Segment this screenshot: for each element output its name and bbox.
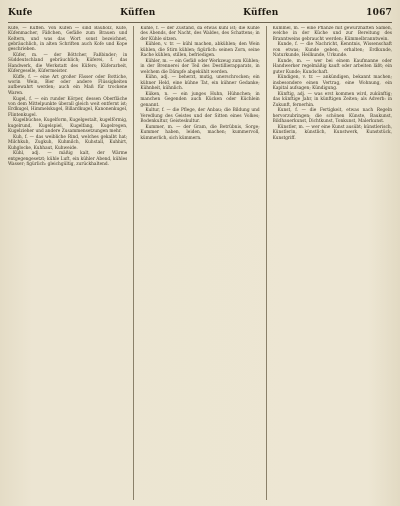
entry-paragraph: Küken, n. — ein junges Huhn, Hühnchen; in manchen Gegenden auch Kücken oder Küchlein genannt. (140, 91, 260, 108)
header-rule (8, 22, 392, 23)
running-head (8, 6, 392, 20)
head-left-word: Kufe (8, 8, 33, 18)
entry-paragraph: Kunst, f. — die Fertigkeit, etwas nach Regeln hervorzubringen; die schönen Künste, Baukunst, Bildhauerkunst, Dichtkunst, Tonkunst, Malerkunst. (272, 108, 392, 125)
entry-paragraph: Kultur, f. — die Pflege, der Anbau; die Bildung und Veredlung des Geistes und der Sitten eines Volkes; Bodenkultur, Geisteskultur. (140, 108, 260, 125)
entry-paragraph: Kuh, f. — das weibliche Rind, welches gekalbt hat; Milchkuh, Zugkuh, Kuhmilch, Kuhstall, Kuhhirt, Kuhglocke, Kuhhaut, Kuhweide. (8, 134, 128, 151)
entry-paragraph: Kugel, f. — ein runder Körper, dessen Oberfläche von dem Mittelpunkte überall gleich weit entfernt ist; Erdkugel, Himmelskugel, Billardkugel, Kanonenkugel, Flintenkugel. (8, 96, 128, 118)
head-center-right-word: Küffen (243, 8, 279, 18)
entry-paragraph: Kühle, f. — der Zustand, da etwas kühl ist; die Kühle des Abends, der Nacht, des Waldes, des Schattens; in der Kühle sitzen. (140, 26, 260, 42)
column-divider (266, 26, 267, 500)
column-1 (8, 26, 127, 500)
column-2 (140, 26, 259, 500)
column-divider (133, 26, 134, 500)
entry-paragraph: Kühler, m. — ein Gefäß oder Werkzeug zum Kühlen; in der Brennerei der Teil des Destillierapparats, in welchem die Dämpfe abgekühlt werden. (140, 58, 260, 75)
entry-paragraph: Kümmel, m. — eine Pflanze mit gewürzhaften Samen, welche in der Küche und zur Bereitung des Branntweins gebraucht werden; Kümmelbranntwein. (272, 26, 392, 42)
entry-paragraph: Kugelbüchse, Kugelform, Kugelgestalt, kugelförmig, kugelrund, Kugelspiel, Kugelfang, Kugelregen, Kugelzieher und andere Zusammensetzungen mehr. (8, 118, 128, 135)
entry-paragraph: Kufe, — Küffen. Von Kufen — sind Bauholz, Küfe, Küfenmacher, Fäßchen, Gefäße zum Brauen und Keltern, und was das Wort sonst bezeichnet, gebräuchlich, in alten Schriften auch Kofe und Kope geschrieben. (8, 26, 128, 53)
entry-paragraph: Kummer, m. — der Gram, die Betrübnis, Sorge; Kummer haben, leiden, machen; kummervoll, kümmerlich, sich kümmern. (140, 124, 260, 141)
entry-paragraph: Kühlen, v. tr. — kühl machen, abkühlen; den Wein kühlen, die Stirn kühlen; figürlich: seinen Zorn, seine Rache kühlen, stillen, befriedigen. (140, 42, 260, 59)
head-center-left-word: Küffen (120, 8, 156, 18)
entry-paragraph: Künftig, adj. — was erst kommen wird, zukünftig; das künftige Jahr, in künftigen Zeiten; als Adverb: in Zukunft, fernerhin. (272, 91, 392, 108)
entry-paragraph: Kühn, adj. — beherzt, mutig, unerschrocken; ein kühner Held, eine kühne Tat, ein kühner Gedanke; Kühnheit, kühnlich. (140, 75, 260, 92)
entry-paragraph: Kunde, f. — die Nachricht, Kenntnis, Wissenschaft von etwas; Kunde geben, erhalten; Erdkunde, Naturkunde, Heilkunde, Urkunde. (272, 42, 392, 59)
column-3 (273, 26, 392, 500)
page-number: 1067 (366, 8, 392, 18)
entry-paragraph: Küfer, m. — der Böttcher, Faßbinder; in Süddeutschland gebräuchlich; Küferei, f. das Handwerk, die Werkstatt des Küfers; Küferarbeit, Küfergeselle, Küfermeister. (8, 53, 128, 74)
entry-paragraph: Künstler, m. — wer eine Kunst ausübt; künstlerisch, Künstlerin, künstlich, Kunstwerk, Kunststück, Kunstgriff. (272, 124, 392, 141)
entry-paragraph: Kühl, adj. — mäßig kalt, der Wärme entgegengesetzt; kühle Luft, ein kühler Abend, kühles Wasser; figürlich: gleichgültig, zurückhaltend. (8, 151, 128, 167)
text-columns (8, 26, 392, 500)
entry-paragraph: Kunde, m. — wer bei einem Kaufmanne oder Handwerker regelmäßig kauft oder arbeiten läßt; ein guter Kunde; Kundschaft. (272, 58, 392, 75)
entry-paragraph: Küffe, f. — eine Art großer Fässer oder Bottiche, worin Wein, Bier oder andere Flüssigkeiten aufbewahrt werden; auch ein Maß für trockene Waren. (8, 74, 128, 96)
entry-paragraph: Kündigen, v. tr. — ankündigen, bekannt machen; insbesondere einen Vertrag, eine Wohnung, ein Kapital aufsagen; Kündigung. (272, 75, 392, 92)
